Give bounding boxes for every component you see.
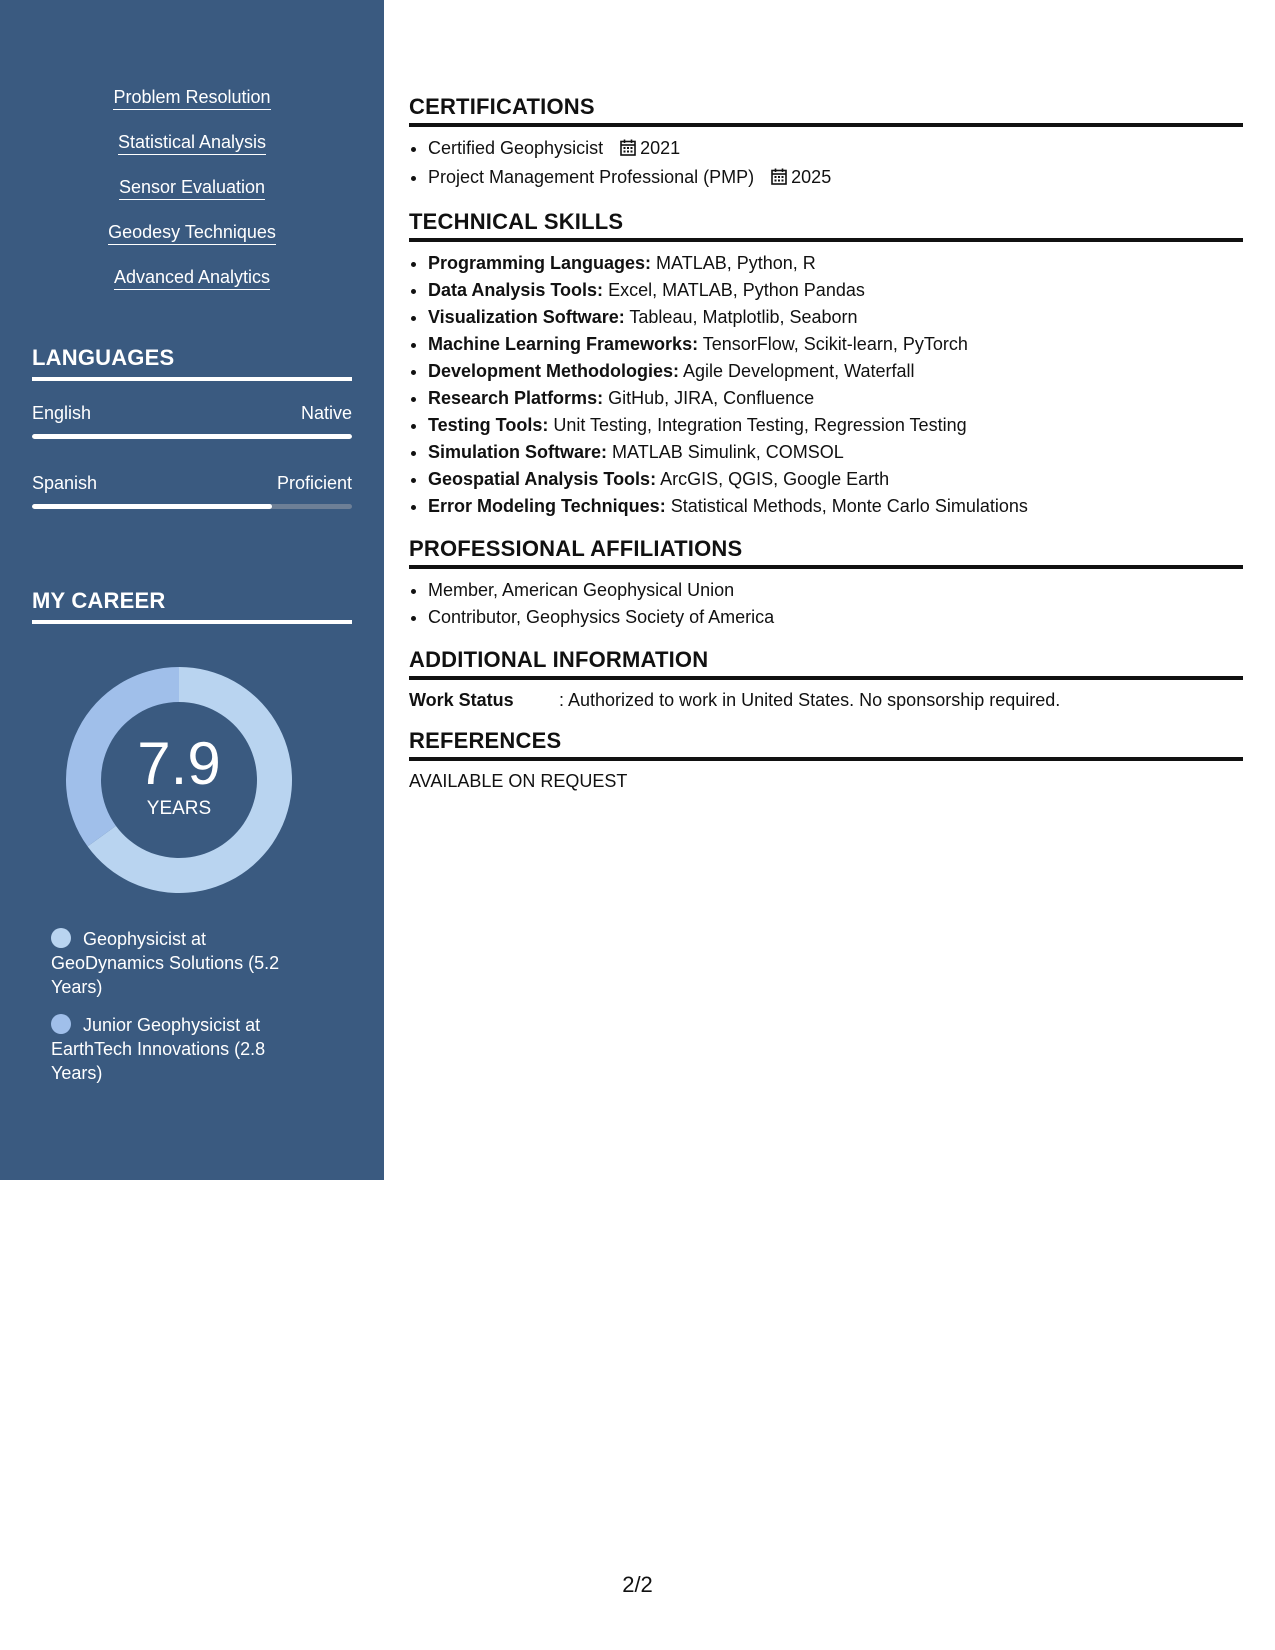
skill-row (428, 277, 1243, 304)
skill-label: Error Modeling Techniques: (428, 496, 666, 516)
skill-row (428, 493, 1243, 520)
certification-year: 2021 (640, 138, 681, 158)
skill-row (428, 466, 1243, 493)
skill-row (428, 439, 1243, 466)
skill-row (428, 385, 1243, 412)
skill-value: Unit Testing, Integration Testing, Regression Testing (553, 415, 967, 435)
career-dot-icon (51, 928, 71, 948)
skill-item: Geodesy Techniques (108, 221, 276, 245)
sidebar (0, 0, 384, 1180)
certification-item (428, 135, 1243, 164)
skill-value: TensorFlow, Scikit-learn, PyTorch (702, 334, 968, 354)
career-legend-label: Junior Geophysicist at EarthTech Innovations (2.8 Years) (51, 1015, 266, 1083)
skill-value: MATLAB Simulink, COMSOL (612, 442, 844, 462)
skill-value: GitHub, JIRA, Confluence (608, 388, 815, 408)
career-donut-chart (66, 667, 292, 893)
skill-item: Advanced Analytics (114, 266, 270, 290)
career-dot-icon (51, 1014, 71, 1034)
calendar-icon (771, 166, 787, 193)
career-heading: MY CAREER (32, 588, 352, 624)
skill-label: Programming Languages: (428, 253, 652, 273)
section-heading: REFERENCES (409, 728, 1243, 761)
skill-row (428, 250, 1243, 277)
certification-year: 2025 (791, 167, 832, 187)
career-total-unit: YEARS (146, 798, 212, 819)
skill-row (428, 358, 1243, 385)
certification-name: Project Management Professional (PMP) (428, 167, 755, 187)
skill-value: MATLAB, Python, R (656, 253, 816, 273)
section-heading: TECHNICAL SKILLS (409, 209, 1243, 242)
skill-label: Data Analysis Tools: (428, 280, 604, 300)
references-text: AVAILABLE ON REQUEST (409, 771, 628, 791)
career-legend-item (51, 927, 301, 999)
language-bar-english (32, 434, 352, 439)
certification-item (428, 164, 1243, 193)
skill-item: Sensor Evaluation (119, 176, 265, 200)
career-legend-label: Geophysicist at GeoDynamics Solutions (5.2 Years) (51, 929, 280, 997)
affiliations-section (409, 536, 1243, 631)
languages-heading: LANGUAGES (32, 345, 352, 381)
language-bar-spanish (32, 504, 352, 509)
skill-label: Testing Tools: (428, 415, 549, 435)
skill-label: Geospatial Analysis Tools: (428, 469, 657, 489)
skill-label: Simulation Software: (428, 442, 608, 462)
section-heading: ADDITIONAL INFORMATION (409, 647, 1243, 680)
references-section (409, 728, 1243, 793)
language-bar-fill (32, 504, 272, 509)
language-level: Native (300, 403, 352, 423)
career-legend (51, 927, 301, 1099)
calendar-icon (620, 137, 636, 164)
certification-name: Certified Geophysicist (428, 138, 604, 158)
certifications-section (409, 94, 1243, 193)
skill-value: Excel, MATLAB, Python Pandas (608, 280, 865, 300)
work-status-value: : Authorized to work in United States. No sponsorship required. (559, 690, 1061, 710)
language-row-english (32, 403, 352, 424)
technical-skills-section (409, 209, 1243, 520)
language-level: Proficient (276, 473, 352, 493)
skill-item: Statistical Analysis (118, 131, 266, 155)
skill-label: Machine Learning Frameworks: (428, 334, 699, 354)
language-row-spanish (32, 473, 352, 494)
skill-row (428, 331, 1243, 358)
skill-value: Statistical Methods, Monte Carlo Simulations (670, 496, 1028, 516)
skill-value: Agile Development, Waterfall (683, 361, 915, 381)
language-name: English (32, 403, 92, 423)
career-legend-item (51, 1013, 301, 1085)
additional-info-section (409, 647, 1243, 712)
affiliation-item: • Contributor, Geophysics Society of America (428, 604, 1243, 631)
career-total-years: 7.9 (137, 730, 221, 797)
section-heading: PROFESSIONAL AFFILIATIONS (409, 536, 1243, 569)
skill-value: Tableau, Matplotlib, Seaborn (629, 307, 858, 327)
career-donut-center (66, 667, 292, 893)
language-name: Spanish (32, 473, 98, 493)
work-status-label: Work Status (409, 690, 514, 710)
skill-label: Research Platforms: (428, 388, 604, 408)
work-status-row (409, 688, 1243, 712)
language-bar-fill (32, 434, 352, 439)
main-content (409, 94, 1243, 809)
skill-row (428, 412, 1243, 439)
skill-row (428, 304, 1243, 331)
skill-label: Visualization Software: (428, 307, 625, 327)
page-number: 2/2 (622, 1572, 653, 1597)
skill-value: ArcGIS, QGIS, Google Earth (660, 469, 890, 489)
skills-list (0, 86, 384, 311)
affiliation-item: • Member, American Geophysical Union (428, 577, 1243, 604)
skill-label: Development Methodologies: (428, 361, 680, 381)
section-heading: CERTIFICATIONS (409, 94, 1243, 127)
skill-item: Problem Resolution (113, 86, 270, 110)
